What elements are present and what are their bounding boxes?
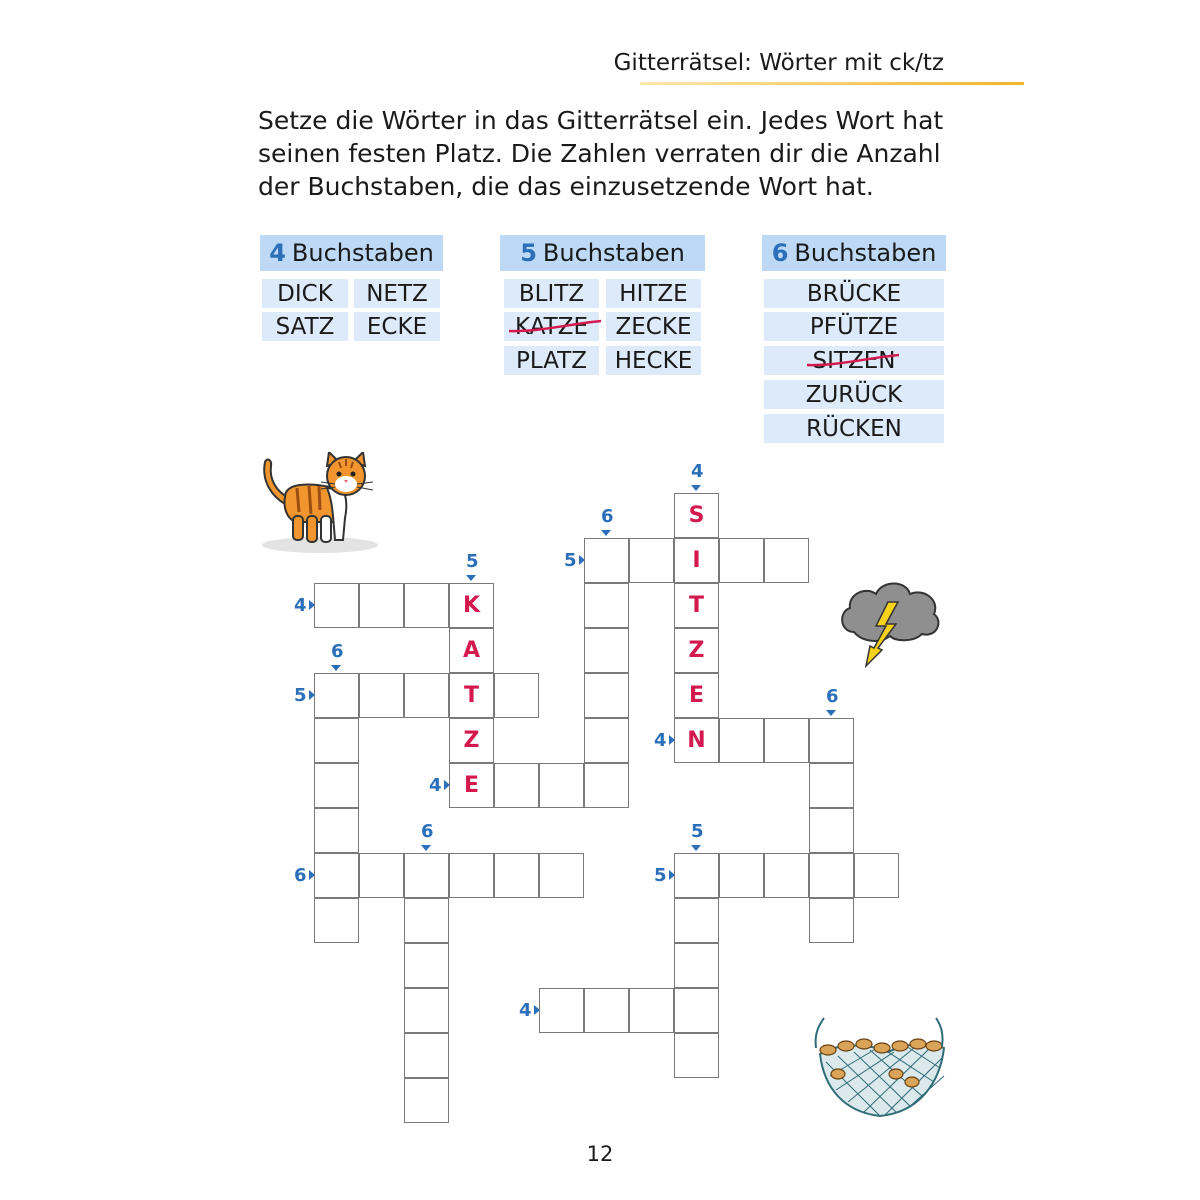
word-label: BLITZ <box>518 281 585 307</box>
clue-number: 5 <box>294 685 307 706</box>
word-label: PLATZ <box>516 348 587 374</box>
word-list-item <box>606 346 701 375</box>
word-label: SITZEN <box>812 348 896 374</box>
grid-cell[interactable] <box>629 988 674 1033</box>
arrow-down-icon <box>421 845 431 851</box>
grid-cell[interactable] <box>314 718 359 763</box>
grid-cell[interactable] <box>539 988 584 1033</box>
thundercloud-illustration <box>836 572 944 672</box>
grid-cell[interactable] <box>809 853 854 898</box>
word-list-item <box>262 279 348 308</box>
page-title: Gitterrätsel: Wörter mit ck/tz <box>613 50 944 76</box>
word-list-label: Buchstaben <box>542 239 685 267</box>
grid-cell[interactable] <box>404 583 449 628</box>
grid-cell[interactable] <box>809 898 854 943</box>
word-label: HECKE <box>614 348 693 374</box>
grid-cell[interactable] <box>539 763 584 808</box>
word-text <box>615 346 693 376</box>
grid-cell-letter[interactable]: E <box>674 673 719 718</box>
word-label: ZURÜCK <box>805 382 903 408</box>
arrow-down-icon <box>601 530 611 536</box>
grid-cell-letter[interactable]: N <box>674 718 719 763</box>
arrow-right-icon <box>579 555 585 565</box>
grid-cell[interactable] <box>674 943 719 988</box>
word-list-item <box>764 414 944 443</box>
arrow-down-icon <box>691 845 701 851</box>
clue-number: 4 <box>429 775 442 796</box>
clue-number: 5 <box>564 550 577 571</box>
grid-cell[interactable] <box>404 853 449 898</box>
grid-cell[interactable] <box>584 763 629 808</box>
grid-cell[interactable] <box>584 988 629 1033</box>
word-label: SATZ <box>275 314 335 340</box>
word-label: BRÜCKE <box>806 281 902 307</box>
arrow-right-icon <box>669 735 675 745</box>
grid-cell-letter[interactable]: I <box>674 538 719 583</box>
arrow-right-icon <box>534 1005 540 1015</box>
word-label: RÜCKEN <box>806 416 902 442</box>
grid-cell[interactable] <box>359 673 404 718</box>
grid-cell[interactable] <box>674 898 719 943</box>
page-number: 12 <box>586 1142 614 1166</box>
clue-number: 4 <box>654 730 667 751</box>
grid-cell[interactable] <box>809 718 854 763</box>
word-list-item <box>354 312 440 341</box>
grid-cell[interactable] <box>314 898 359 943</box>
word-text <box>813 346 896 376</box>
clue-number: 4 <box>691 461 704 482</box>
fishing-net-illustration <box>810 1012 950 1124</box>
word-list-item <box>606 312 701 341</box>
grid-cell[interactable] <box>539 853 584 898</box>
grid-cell[interactable] <box>584 628 629 673</box>
grid-cell[interactable] <box>314 583 359 628</box>
word-label: NETZ <box>366 281 428 307</box>
word-list-count: 4 <box>269 239 286 267</box>
arrow-down-icon <box>466 575 476 581</box>
arrow-down-icon <box>826 710 836 716</box>
grid-cell[interactable] <box>629 538 674 583</box>
clue-number: 6 <box>294 865 307 886</box>
grid-cell-letter[interactable]: Z <box>449 718 494 763</box>
word-label: ZECKE <box>615 314 692 340</box>
clue-number: 4 <box>519 1000 532 1021</box>
grid-cell-letter[interactable]: A <box>449 628 494 673</box>
clue-number: 5 <box>654 865 667 886</box>
grid-cell[interactable] <box>584 718 629 763</box>
word-label: PFÜTZE <box>809 314 899 340</box>
grid-cell[interactable] <box>719 853 764 898</box>
word-list-item <box>764 346 944 375</box>
word-list-item <box>764 380 944 409</box>
cat-illustration <box>255 452 385 557</box>
grid-cell[interactable] <box>494 853 539 898</box>
grid-cell[interactable] <box>404 673 449 718</box>
word-list-item <box>262 312 348 341</box>
grid-cell[interactable] <box>359 853 404 898</box>
grid-cell[interactable] <box>674 988 719 1033</box>
word-text <box>516 346 587 376</box>
arrow-right-icon <box>444 780 450 790</box>
grid-cell[interactable] <box>494 673 539 718</box>
grid-cell[interactable] <box>809 808 854 853</box>
clue-number: 6 <box>826 686 839 707</box>
grid-cell[interactable] <box>674 1033 719 1078</box>
grid-cell[interactable] <box>404 988 449 1033</box>
word-list-header-4 <box>260 235 443 271</box>
grid-cell[interactable] <box>314 808 359 853</box>
clue-number: 6 <box>421 821 434 842</box>
grid-cell[interactable] <box>494 763 539 808</box>
grid-cell-letter[interactable]: E <box>449 763 494 808</box>
grid-cell[interactable] <box>449 853 494 898</box>
word-label: KATZE <box>515 314 588 340</box>
clue-number: 5 <box>466 551 479 572</box>
grid-cell[interactable] <box>719 538 764 583</box>
grid-cell[interactable] <box>584 538 629 583</box>
grid-cell[interactable] <box>764 853 809 898</box>
instructions: Setze die Wörter in das Gitterrätsel ein. Jedes Wort hat seinen festen Platz. Die Zahlen verraten dir die Anzahl der Buchstaben, die das einzusetzende Wort hat. <box>258 106 944 201</box>
word-label: ECKE <box>366 314 428 340</box>
word-list-header-6 <box>762 235 946 271</box>
grid-cell[interactable] <box>764 538 809 583</box>
arrow-right-icon <box>309 600 315 610</box>
word-text <box>616 312 692 342</box>
grid-cell[interactable] <box>314 763 359 808</box>
word-list-item <box>606 279 701 308</box>
grid-cell[interactable] <box>674 853 719 898</box>
word-label: HITZE <box>619 281 688 307</box>
grid-cell-letter[interactable]: T <box>449 673 494 718</box>
word-list-item <box>764 312 944 341</box>
grid-cell[interactable] <box>404 1078 449 1123</box>
grid-cell-letter[interactable]: Z <box>674 628 719 673</box>
clue-number: 5 <box>691 821 704 842</box>
title-rule <box>640 82 1024 85</box>
word-list-item <box>764 279 944 308</box>
arrow-down-icon <box>331 665 341 671</box>
word-label: DICK <box>277 281 333 307</box>
grid-cell[interactable] <box>719 718 764 763</box>
grid-cell[interactable] <box>854 853 899 898</box>
grid-cell[interactable] <box>809 763 854 808</box>
grid-cell[interactable] <box>404 898 449 943</box>
strikethrough-mark <box>509 318 601 338</box>
word-text <box>619 279 687 309</box>
word-text <box>276 312 335 342</box>
word-list-item <box>504 279 599 308</box>
grid-cell[interactable] <box>314 673 359 718</box>
arrow-right-icon <box>669 870 675 880</box>
word-text <box>806 414 902 444</box>
word-text <box>810 312 898 342</box>
grid-cell[interactable] <box>404 1033 449 1078</box>
word-list-label: Buchstaben <box>291 239 434 267</box>
word-list-header-5 <box>500 235 705 271</box>
word-text <box>515 312 588 342</box>
word-list-item <box>354 279 440 308</box>
grid-cell[interactable] <box>314 853 359 898</box>
word-text <box>807 279 901 309</box>
grid-cell[interactable] <box>404 943 449 988</box>
grid-cell[interactable] <box>584 673 629 718</box>
word-text <box>366 279 428 309</box>
arrow-right-icon <box>309 870 315 880</box>
clue-number: 6 <box>601 506 614 527</box>
word-text <box>519 279 584 309</box>
grid-cell[interactable] <box>584 583 629 628</box>
word-list-item <box>504 346 599 375</box>
word-list-count: 5 <box>520 239 537 267</box>
strikethrough-mark <box>807 352 899 372</box>
grid-cell-letter[interactable]: K <box>449 583 494 628</box>
grid-cell-letter[interactable]: T <box>674 583 719 628</box>
word-list-item <box>504 312 599 341</box>
grid-cell[interactable] <box>359 583 404 628</box>
word-list-label: Buchstaben <box>794 239 937 267</box>
word-list-count: 6 <box>771 239 789 267</box>
clue-number: 6 <box>331 641 344 662</box>
arrow-down-icon <box>691 485 701 491</box>
arrow-right-icon <box>309 690 315 700</box>
word-text <box>806 380 903 410</box>
clue-number: 4 <box>294 595 307 616</box>
word-text <box>277 279 333 309</box>
grid-cell-letter[interactable]: S <box>674 493 719 538</box>
word-text <box>367 312 427 342</box>
grid-cell[interactable] <box>764 718 809 763</box>
